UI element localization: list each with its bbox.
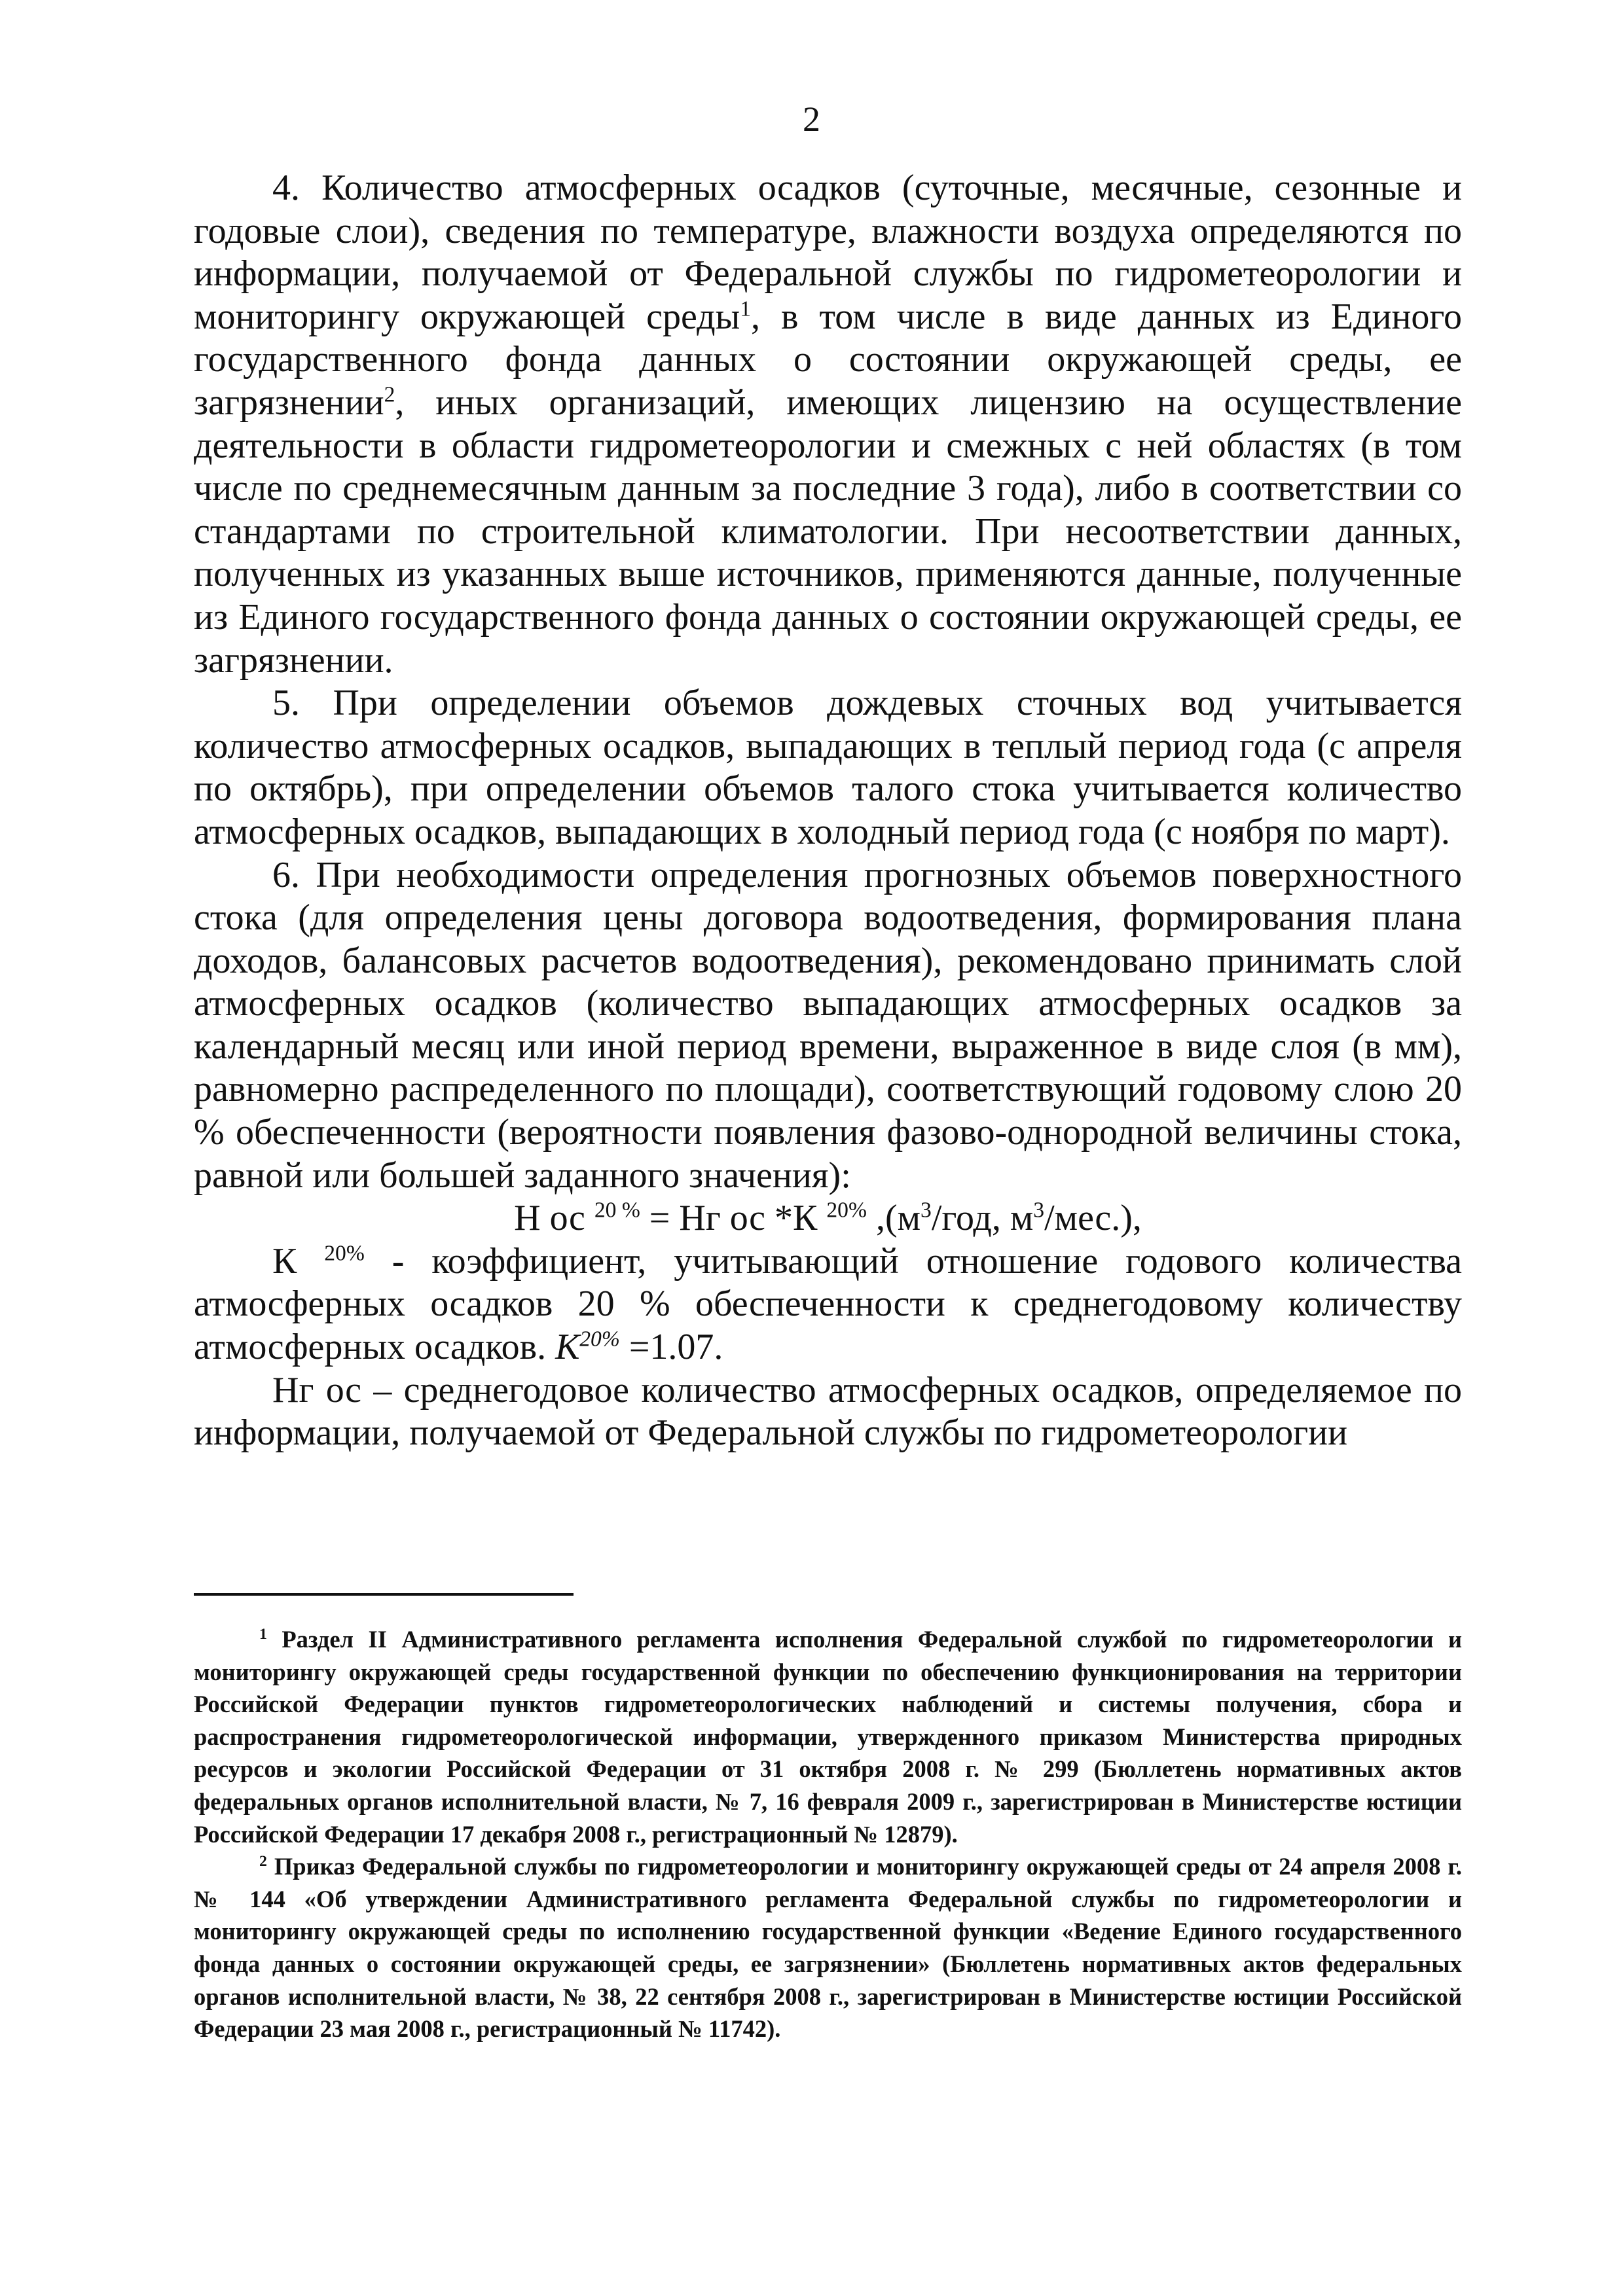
formula-sup-3: 3: [921, 1198, 932, 1223]
k-definition-sup-a: 20%: [324, 1241, 365, 1266]
k-definition-text-a: К: [272, 1240, 325, 1282]
k-definition-text-b: - коэффициент, учитывающий отношение годового количества атмосферных осадков 20 % обеспеченности к среднегодовому количеству атмосферных осадков.: [194, 1240, 1462, 1368]
footnote-divider: [194, 1593, 574, 1596]
main-text: [194, 167, 1462, 1455]
formula-part-2: = Нг ос *К: [640, 1198, 827, 1239]
footnote-1: [194, 1623, 1462, 1850]
ng-definition: Нг ос – среднегодовое количество атмосферных осадков, определяемое по информации, получаемой от Федеральной службы по гидрометеорологии: [194, 1369, 1462, 1454]
paragraph-4: [194, 167, 1462, 682]
page-number: 2: [803, 99, 820, 139]
paragraph-5: 5. При определении объемов дождевых сточных вод учитывается количество атмосферных осадков, выпадающих в теплый период года (с апреля по октябрь), при определении объемов талого стока учитывается количество атмосферных осадков, выпадающих в холодный период года (с ноября по март).: [194, 683, 1462, 852]
footnote-ref-1: 1: [740, 296, 752, 321]
footnote-1-text: Раздел II Административного регламента исполнения Федеральной службой по гидрометеорологии и мониторингу окружающей среды государственной функции по обеспечению функционирования на территории Российской Федерации пунктов гидрометеорологических наблюдений и системы получения, сбора и распространения гидрометеорологической информации, утвержденного приказом Министерства природных ресурсов и экологии Российской Федерации от 31 октября 2008 г. № 299 (Бюллетень нормативных актов федеральных органов исполнительной власти, № 7, 16 февраля 2009 г., зарегистрирован в Министерстве юстиции Российской Федерации 17 декабря 2008 г., регистрационный № 12879).: [194, 1626, 1462, 1848]
paragraph-4-text-c: , иных организаций, имеющих лицензию на осуществление деятельности в области гидрометеорологии и смежных с ней областях (в том числе по среднемесячным данным за последние 3 года), либо в соответствии со стандартами по строительной климатологии. При несоответствии данных, полученных из указанных выше источников, применяются данные, полученные из Единого государственного фонда данных о состоянии окружающей среды, ее загрязнении.: [194, 382, 1462, 681]
footnote-2: [194, 1850, 1462, 2045]
formula-part-4: /год, м: [931, 1198, 1034, 1239]
formula-sup-2: 20%: [826, 1198, 867, 1223]
footnotes: [194, 1623, 1462, 2045]
paragraph-4-text-a: 4. Количество атмосферных осадков (суточные, месячные, сезонные и годовые слои), сведения по температуре, влажности воздуха определяются по информации, получаемой от Федеральной службы по гидрометеорологии и мониторингу окружающей среды: [194, 168, 1462, 337]
footnote-2-marker: 2: [259, 1853, 267, 1870]
paragraph-6: 6. При необходимости определения прогнозных объемов поверхностного стока (для определения цены договора водоотведения, формирования плана доходов, балансовых расчетов водоотведения), рекомендовано принимать слой атмосферных осадков (количество выпадающих атмосферных осадков за календарный месяц или иной период времени, выраженное в виде слоя (в мм), равномерно распределенного по площади), соответствующий годовому слою 20 % обеспеченности (вероятности появления фазово-однородной величины стока, равной или большей заданного значения):: [194, 854, 1462, 1196]
footnote-1-marker: 1: [259, 1625, 267, 1643]
footnote-ref-2: 2: [384, 382, 395, 407]
k-definition-text-c: =1.07.: [619, 1327, 723, 1368]
formula: [194, 1197, 1462, 1240]
formula-sup-1: 20 %: [594, 1198, 640, 1223]
footnote-2-text: Приказ Федеральной службы по гидрометеорологии и мониторингу окружающей среды от 24 апреля 2008 г. № 144 «Об утверждении Административного регламента Федеральной службы по гидрометеорологии и мониторингу окружающей среды по исполнению государственной функции «Ведение Единого государственного фонда данных о состоянии окружающей среды, ее загрязнении» (Бюллетень нормативных актов федеральных органов исполнительной власти, № 38, 22 сентября 2008 г., зарегистрирован в Министерстве юстиции Российской Федерации 23 мая 2008 г., регистрационный № 11742).: [194, 1853, 1462, 2043]
paragraph-4-text-b: , в том числе в виде данных из Единого государственного фонда данных о состоянии окружающей среды, ее загрязнении: [194, 296, 1463, 423]
k-definition-sup-b: 20%: [579, 1327, 620, 1352]
formula-part-3: ,(м: [866, 1198, 921, 1239]
k-definition: [194, 1240, 1462, 1369]
k-italic: К: [555, 1327, 580, 1368]
formula-part-5: /мес.),: [1044, 1198, 1142, 1239]
formula-sup-4: 3: [1033, 1198, 1045, 1223]
formula-part-1: Н ос: [514, 1198, 594, 1239]
